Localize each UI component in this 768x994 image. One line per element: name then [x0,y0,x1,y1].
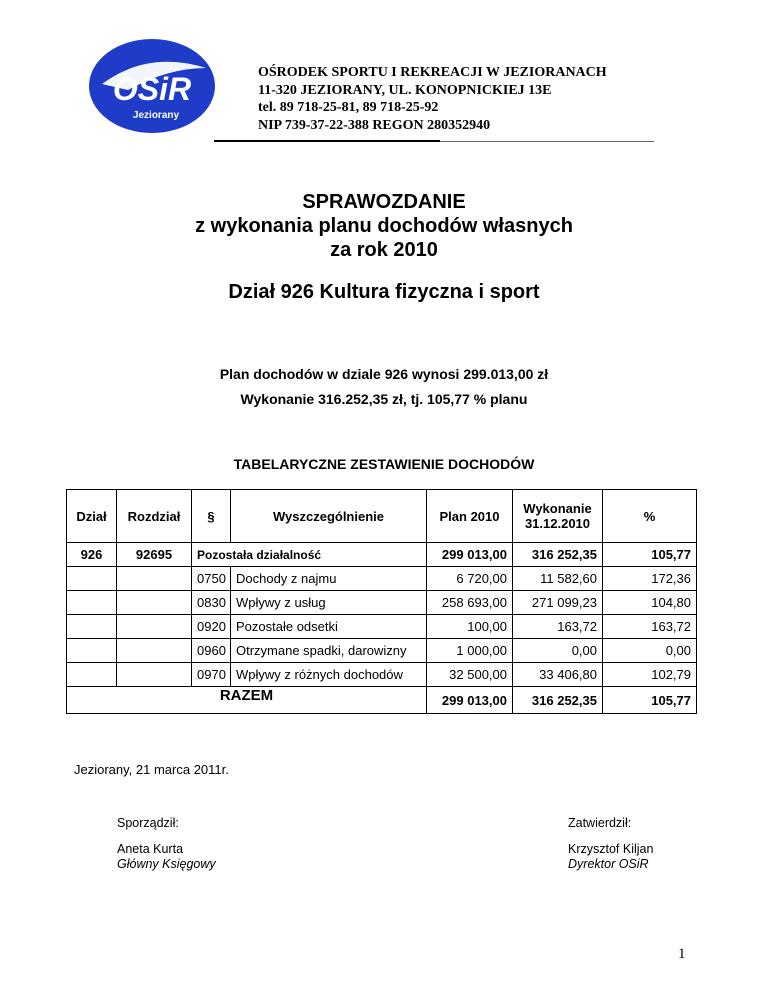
row-percent: 102,79 [603,663,697,687]
col-paragraph: § [192,490,231,543]
table-row [67,567,697,591]
row-percent: 0,00 [603,639,697,663]
col-description: Wyszczególnienie [231,490,427,543]
letterhead-rule-accent [214,140,440,142]
col-execution-line2: 31.12.2010 [524,516,591,531]
row-description: Dochody z najmu [231,567,427,591]
letterhead-name: OŚRODEK SPORTU I REKREACJI W JEZIORANACH [258,65,607,80]
col-execution-line1: Wykonanie [523,501,592,516]
section-rozdzial: 92695 [117,543,192,567]
logo-subtext: Jeziorany [132,110,180,121]
table-row [67,591,697,615]
approved-by-label: Zatwierdził: [568,816,632,830]
row-code: 0970 [192,663,231,687]
approved-by-block [568,842,653,872]
col-plan: Plan 2010 [427,490,513,543]
row-percent: 104,80 [603,591,697,615]
row-execution: 33 406,80 [513,663,603,687]
title-line-3: za rok 2010 [330,239,438,261]
row-description: Otrzymane spadki, darowizny [231,639,427,663]
table-header-row [67,490,697,543]
table-row [67,663,697,687]
report-title [0,190,768,262]
row-description: Pozostałe odsetki [231,615,427,639]
row-execution: 11 582,60 [513,567,603,591]
prepared-by-label: Sporządził: [117,816,179,830]
table-row [67,639,697,663]
row-code: 0830 [192,591,231,615]
row-execution: 271 099,23 [513,591,603,615]
plan-summary: Plan dochodów w dziale 926 wynosi 299.013,00 zł [219,366,549,382]
row-execution: 0,00 [513,639,603,663]
row-plan: 32 500,00 [427,663,513,687]
income-table [66,489,697,714]
total-execution: 316 252,35 [513,687,603,714]
section-dzial: 926 [67,543,117,567]
row-percent: 172,36 [603,567,697,591]
table-heading: TABELARYCZNE ZESTAWIENIE DOCHODÓW [233,456,535,472]
total-percent: 105,77 [603,687,697,714]
total-plan: 299 013,00 [427,687,513,714]
table-row [67,615,697,639]
row-plan: 6 720,00 [427,567,513,591]
col-execution [513,490,603,543]
row-execution: 163,72 [513,615,603,639]
page-number: 1 [678,946,686,962]
logo-text: OSiR [112,71,192,107]
col-rozdzial: Rozdział [117,490,192,543]
row-code: 0750 [192,567,231,591]
col-dzial: Dział [67,490,117,543]
row-description: Wpływy z różnych dochodów [231,663,427,687]
section-plan: 299 013,00 [427,543,513,567]
row-code: 0920 [192,615,231,639]
row-plan: 100,00 [427,615,513,639]
prepared-by-role: Główny Księgowy [117,857,216,871]
letterhead-phone: tel. 89 718-25-81, 89 718-25-92 [258,100,439,115]
total-label: RAZEM [67,687,427,714]
section-row [67,543,697,567]
row-percent: 163,72 [603,615,697,639]
letterhead [258,64,678,134]
approved-by-role: Dyrektor OSiR [568,857,649,871]
department-title: Dział 926 Kultura fizyczna i sport [228,281,540,303]
title-line-2: z wykonania planu dochodów własnych [195,215,573,237]
row-description: Wpływy z usług [231,591,427,615]
col-percent: % [603,490,697,543]
execution-summary: Wykonanie 316.252,35 zł, tj. 105,77 % planu [240,391,528,407]
title-line-1: SPRAWOZDANIE [302,191,466,213]
row-code: 0960 [192,639,231,663]
approved-by-name: Krzysztof Kiljan [568,842,654,856]
letterhead-ids: NIP 739-37-22-388 REGON 280352940 [258,117,491,133]
place-date: Jeziorany, 21 marca 2011r. [74,762,229,777]
row-plan: 1 000,00 [427,639,513,663]
total-row [67,687,697,714]
section-percent: 105,77 [603,543,697,567]
prepared-by-name: Aneta Kurta [117,842,184,856]
prepared-by-block [117,842,216,872]
letterhead-address: 11-320 JEZIORANY, UL. KONOPNICKIEJ 13E [258,82,552,98]
section-description: Pozostała działalność [192,543,427,567]
row-plan: 258 693,00 [427,591,513,615]
osir-logo [88,38,216,134]
section-execution: 316 252,35 [513,543,603,567]
